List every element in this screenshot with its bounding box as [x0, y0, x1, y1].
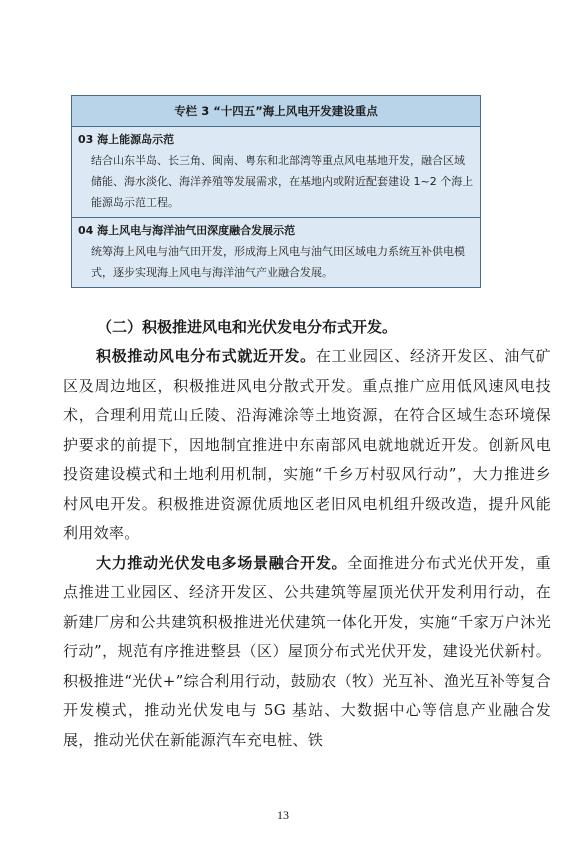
page-number: 13 [277, 808, 289, 822]
section-heading: 04 海上风电与海洋油气田深度融合发展示范 [78, 224, 296, 237]
feature-box [71, 95, 481, 288]
feature-box-title: 专栏 3 “十四五”海上风电开发建设重点 [72, 96, 480, 127]
feature-box-section-04 [72, 217, 480, 287]
paragraph-wind [63, 342, 551, 549]
section-text: 结合山东半岛、长三角、闽南、粤东和北部湾等重点风电基地开发，融合区域储能、海水淡化、海洋养殖等发展需求，在基地内或附近配套建设 1~2 个海上能源岛示范工程。 [91, 154, 474, 209]
paragraph-lead: 积极推动风电分布式就近开发。 [96, 347, 316, 365]
main-body [63, 312, 551, 755]
paragraph-lead: 大力推动光伏发电多场景融合开发。 [96, 553, 348, 572]
subsection-heading: （二）积极推进风电和光伏发电分布式开发。 [97, 318, 398, 336]
feature-box-section-03 [72, 127, 480, 217]
section-heading: 03 海上能源岛示范 [78, 133, 175, 146]
paragraph-text: 全面推进分布式光伏开发，重点推进工业园区、经济开发区、公共建筑等屋顶光伏开发利用行动，在新建厂房和公共建筑积极推进光伏建筑一体化开发，实施“千家万户沐光行动”，规范有序推进整县（区）屋顶分布式光伏开发，建设光伏新村。积极推进“光伏+”综合利用行动，鼓励农（牧）光互补、渔光互补等复合开发模式，推动光伏发电与 5G 基站、大数据中心等信息产业融合发展，推动光伏在新能源汽车充电桩、铁 [63, 553, 551, 749]
paragraph-solar [63, 549, 551, 756]
paragraph-text: 在工业园区、经济开发区、油气矿区及周边地区，积极推进风电分散式开发。重点推广应用低风速风电技术，合理利用荒山丘陵、沿海滩涂等土地资源，在符合区域生态环境保护要求的前提下，因地制宜推进中东南部风电就地就近开发。创新风电投资建设模式和土地利用机制，实施“千乡万村驭风行动”，大力推进乡村风电开发。积极推进资源优质地区老旧风电机组升级改造，提升风能利用效率。 [63, 347, 551, 542]
section-text: 统筹海上风电与油气田开发，形成海上风电与油气田区域电力系统互补供电模式，逐步实现海上风电与海洋油气产业融合发展。 [91, 245, 465, 279]
